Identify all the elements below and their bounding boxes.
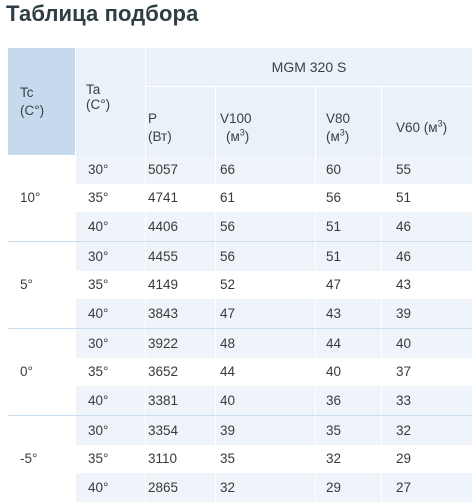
tc-column-header bbox=[8, 48, 76, 155]
ta-value-cell: 40° bbox=[76, 212, 146, 241]
v80-value-cell: 51 bbox=[316, 241, 382, 271]
v60-value-cell: 33 bbox=[382, 386, 472, 415]
v60-column-header bbox=[382, 87, 472, 155]
v100-value-cell: 47 bbox=[216, 299, 316, 328]
v100-value-cell: 48 bbox=[216, 328, 316, 358]
v60-value-cell: 40 bbox=[382, 328, 472, 358]
v80-label: V80 bbox=[326, 111, 351, 126]
ta-value-cell: 30° bbox=[76, 155, 146, 184]
v80-value-cell: 36 bbox=[316, 386, 382, 415]
table-row bbox=[8, 445, 472, 474]
ta-value-cell: 30° bbox=[76, 241, 146, 271]
power-value-cell: 3843 bbox=[146, 299, 216, 328]
v100-value-cell: 61 bbox=[216, 184, 316, 213]
table-row bbox=[8, 415, 472, 445]
v100-label: V100 bbox=[220, 111, 252, 126]
table-row bbox=[8, 271, 472, 300]
v100-value-cell: 44 bbox=[216, 358, 316, 387]
ta-column-header bbox=[76, 48, 146, 155]
v80-column-header bbox=[316, 87, 382, 155]
power-column-header bbox=[146, 87, 216, 155]
ta-value-cell: 40° bbox=[76, 299, 146, 328]
v80-value-cell: 40 bbox=[316, 358, 382, 387]
model-group-header: MGM 320 S bbox=[146, 48, 472, 87]
ta-value-cell: 35° bbox=[76, 271, 146, 300]
tc-value-cell: 10° bbox=[8, 155, 76, 241]
v80-value-cell: 60 bbox=[316, 155, 382, 184]
tc-unit-label: (С°) bbox=[20, 102, 45, 118]
v60-value-cell: 55 bbox=[382, 155, 472, 184]
v100-value-cell: 35 bbox=[216, 445, 316, 474]
ta-unit-label: (С°) bbox=[86, 96, 111, 112]
table-row bbox=[8, 241, 472, 271]
ta-value-cell: 30° bbox=[76, 328, 146, 358]
power-label: P bbox=[148, 111, 158, 126]
v60-value-cell: 46 bbox=[382, 241, 472, 271]
table-body bbox=[8, 155, 472, 502]
v80-value-cell: 56 bbox=[316, 184, 382, 213]
ta-value-cell: 35° bbox=[76, 445, 146, 474]
v100-value-cell: 32 bbox=[216, 473, 316, 502]
power-value-cell: 2865 bbox=[146, 473, 216, 502]
v80-value-cell: 35 bbox=[316, 415, 382, 445]
power-value-cell: 5057 bbox=[146, 155, 216, 184]
v100-value-cell: 52 bbox=[216, 271, 316, 300]
ta-value-cell: 30° bbox=[76, 415, 146, 445]
v60-value-cell: 43 bbox=[382, 271, 472, 300]
power-value-cell: 3381 bbox=[146, 386, 216, 415]
v60-value-cell: 51 bbox=[382, 184, 472, 213]
power-value-cell: 4455 bbox=[146, 241, 216, 271]
v80-value-cell: 44 bbox=[316, 328, 382, 358]
v60-value-cell: 29 bbox=[382, 445, 472, 474]
ta-label: Ta bbox=[86, 81, 101, 97]
page-title: Таблица подбора bbox=[6, 1, 199, 26]
table-row bbox=[8, 328, 472, 358]
v60-label: V60 bbox=[396, 120, 421, 135]
ta-value-cell: 40° bbox=[76, 386, 146, 415]
v100-value-cell: 56 bbox=[216, 241, 316, 271]
power-value-cell: 4149 bbox=[146, 271, 216, 300]
v100-unit-label: $(м^3)$ bbox=[226, 127, 250, 144]
table-row bbox=[8, 299, 472, 328]
v100-value-cell: 66 bbox=[216, 155, 316, 184]
table-row bbox=[8, 212, 472, 241]
v60-unit-label: $(м^3)$ bbox=[423, 118, 448, 135]
power-unit-label: (Вт) bbox=[148, 129, 172, 144]
v100-value-cell: 39 bbox=[216, 415, 316, 445]
tc-label: Tc bbox=[20, 84, 34, 100]
v80-value-cell: 47 bbox=[316, 271, 382, 300]
power-value-cell: 3354 bbox=[146, 415, 216, 445]
table-row bbox=[8, 358, 472, 387]
table-row bbox=[8, 155, 472, 184]
v80-value-cell: 51 bbox=[316, 212, 382, 241]
v60-value-cell: 37 bbox=[382, 358, 472, 387]
v100-value-cell: 56 bbox=[216, 212, 316, 241]
selection-table bbox=[8, 48, 472, 502]
power-value-cell: 4406 bbox=[146, 212, 216, 241]
v100-value-cell: 40 bbox=[216, 386, 316, 415]
ta-value-cell: 35° bbox=[76, 358, 146, 387]
power-value-cell: 3110 bbox=[146, 445, 216, 474]
v80-unit-label: $(м^3)$ bbox=[326, 127, 350, 144]
power-value-cell: 3652 bbox=[146, 358, 216, 387]
v80-value-cell: 29 bbox=[316, 473, 382, 502]
v60-value-cell: 39 bbox=[382, 299, 472, 328]
v60-value-cell: 27 bbox=[382, 473, 472, 502]
tc-value-cell: 5° bbox=[8, 241, 76, 328]
v60-value-cell: 32 bbox=[382, 415, 472, 445]
ta-value-cell: 40° bbox=[76, 473, 146, 502]
table-row bbox=[8, 386, 472, 415]
table-row bbox=[8, 184, 472, 213]
v80-value-cell: 43 bbox=[316, 299, 382, 328]
table-row bbox=[8, 473, 472, 502]
power-value-cell: 3922 bbox=[146, 328, 216, 358]
power-value-cell: 4741 bbox=[146, 184, 216, 213]
tc-value-cell: 0° bbox=[8, 328, 76, 415]
tc-value-cell: -5° bbox=[8, 415, 76, 502]
v80-value-cell: 32 bbox=[316, 445, 382, 474]
v60-value-cell: 46 bbox=[382, 212, 472, 241]
ta-value-cell: 35° bbox=[76, 184, 146, 213]
v100-column-header bbox=[216, 87, 316, 155]
